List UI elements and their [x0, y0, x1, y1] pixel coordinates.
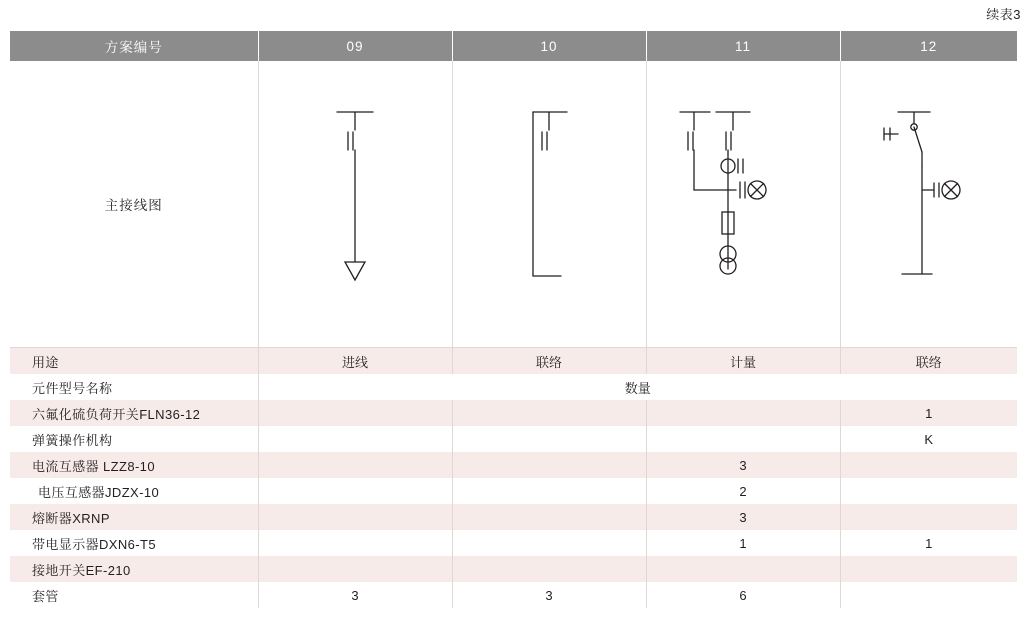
table-row [10, 426, 1017, 452]
component-label-2: 电流互感器 LZZ8-10 [10, 452, 258, 478]
component-0-qty-11 [646, 400, 840, 426]
continuation-label: 续表3 [986, 7, 1021, 22]
component-name-label: 元件型号名称 [10, 374, 258, 400]
component-1-qty-11 [646, 426, 840, 452]
table-row [10, 582, 1017, 608]
table-header-row [10, 31, 1017, 61]
wiring-diagram-11 [658, 94, 828, 314]
table-row [10, 504, 1017, 530]
component-4-qty-10 [452, 504, 646, 530]
component-0-qty-10 [452, 400, 646, 426]
component-4-qty-09 [258, 504, 452, 530]
diagram-cell-11 [646, 61, 840, 348]
table-row [10, 478, 1017, 504]
component-label-1: 弹簧操作机构 [10, 426, 258, 452]
wiring-diagram-09 [295, 94, 415, 314]
component-2-qty-09 [258, 452, 452, 478]
header-col-10: 10 [452, 31, 646, 61]
component-6-qty-09 [258, 556, 452, 582]
table-row [10, 530, 1017, 556]
component-label-7: 套管 [10, 582, 258, 608]
component-4-qty-11: 3 [646, 504, 840, 530]
component-4-qty-12 [840, 504, 1017, 530]
usage-row [10, 348, 1017, 375]
component-5-qty-12: 1 [840, 530, 1017, 556]
wiring-diagram-12 [854, 94, 1004, 314]
diagram-row-label: 主接线图 [10, 61, 258, 348]
component-2-qty-10 [452, 452, 646, 478]
component-6-qty-10 [452, 556, 646, 582]
component-1-qty-10 [452, 426, 646, 452]
component-label-6: 接地开关EF-210 [10, 556, 258, 582]
component-7-qty-11: 6 [646, 582, 840, 608]
wiring-diagram-10 [489, 94, 609, 314]
component-5-qty-09 [258, 530, 452, 556]
component-6-qty-12 [840, 556, 1017, 582]
component-0-qty-12: 1 [840, 400, 1017, 426]
specification-table [10, 31, 1017, 608]
component-5-qty-10 [452, 530, 646, 556]
component-0-qty-09 [258, 400, 452, 426]
component-label-0: 六氟化硫负荷开关FLN36-12 [10, 400, 258, 426]
diagram-cell-09 [258, 61, 452, 348]
component-label-5: 带电显示器DXN6-T5 [10, 530, 258, 556]
header-col-09: 09 [258, 31, 452, 61]
component-label-3: 电压互感器JDZX-10 [10, 478, 258, 504]
component-7-qty-10: 3 [452, 582, 646, 608]
component-1-qty-09 [258, 426, 452, 452]
component-2-qty-12 [840, 452, 1017, 478]
quantity-label: 数量 [258, 374, 1017, 400]
component-label-4: 熔断器XRNP [10, 504, 258, 530]
usage-value-11: 计量 [646, 348, 840, 375]
table-row [10, 400, 1017, 426]
table-row [10, 452, 1017, 478]
usage-row-label: 用途 [10, 348, 258, 375]
main-wiring-diagram-row [10, 61, 1017, 348]
component-3-qty-12 [840, 478, 1017, 504]
diagram-cell-12 [840, 61, 1017, 348]
component-6-qty-11 [646, 556, 840, 582]
component-7-qty-12 [840, 582, 1017, 608]
header-col-11: 11 [646, 31, 840, 61]
header-col-12: 12 [840, 31, 1017, 61]
component-3-qty-09 [258, 478, 452, 504]
usage-value-09: 进线 [258, 348, 452, 375]
component-5-qty-11: 1 [646, 530, 840, 556]
quantity-header-row [10, 374, 1017, 400]
component-2-qty-11: 3 [646, 452, 840, 478]
header-scheme-number: 方案编号 [10, 31, 258, 61]
component-7-qty-09: 3 [258, 582, 452, 608]
component-3-qty-11: 2 [646, 478, 840, 504]
usage-value-10: 联络 [452, 348, 646, 375]
diagram-cell-10 [452, 61, 646, 348]
usage-value-12: 联络 [840, 348, 1017, 375]
component-1-qty-12: K [840, 426, 1017, 452]
component-3-qty-10 [452, 478, 646, 504]
table-row [10, 556, 1017, 582]
